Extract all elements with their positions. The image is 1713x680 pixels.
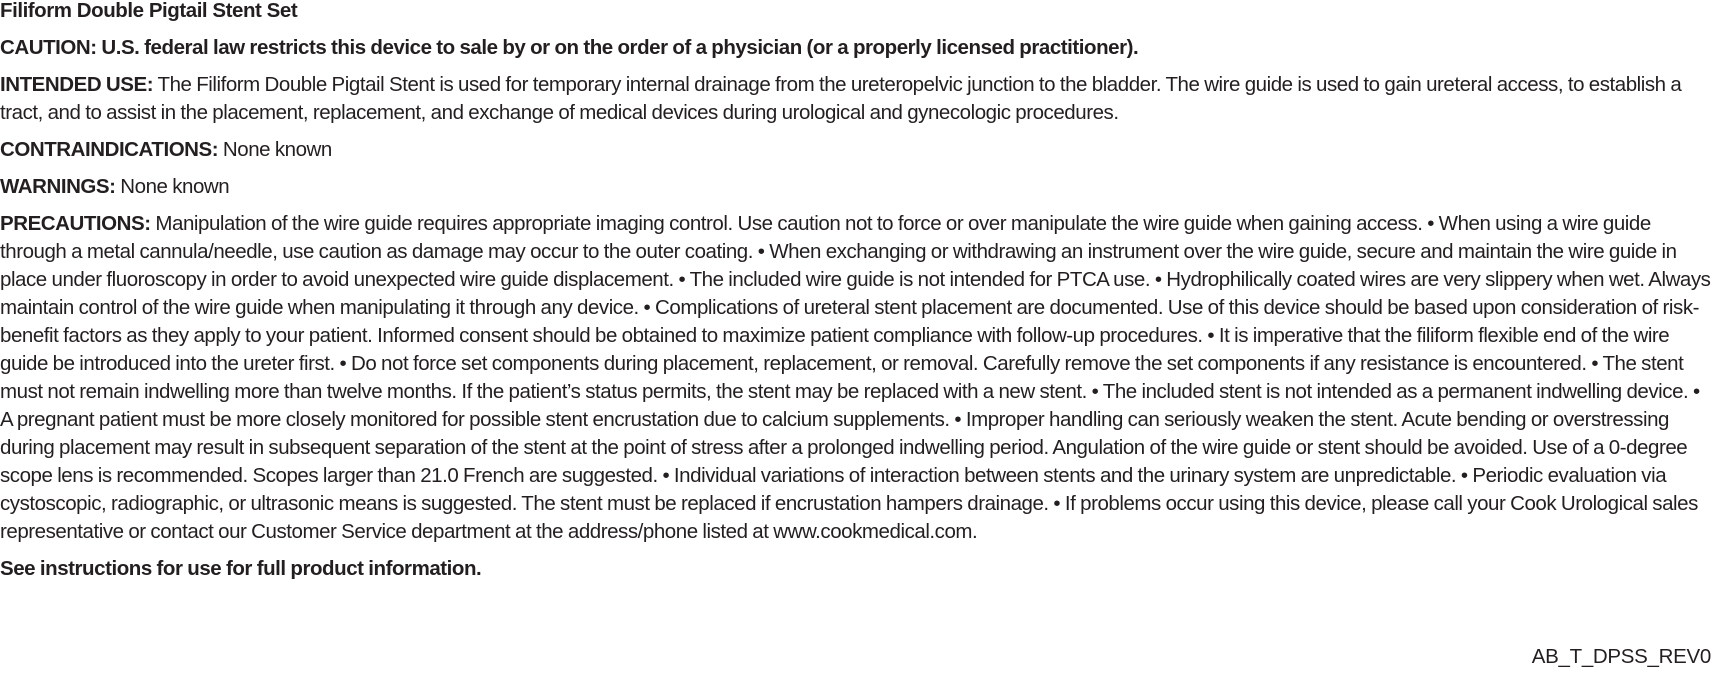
contraindications-text: None known [222,138,332,161]
warnings-text: None known [120,175,230,198]
footer-note: See instructions for use for full product information. [0,557,482,580]
precautions-section [0,210,1713,546]
intended-use-text: The Filiform Double Pigtail Stent is used for temporary internal drainage from the ureteropelvic junction to the bladder. The wire guide is used to gain ureteral access, to establish a tract, and to assist in the placement, replacement, and exchange of medical devices during urological and gynecologic procedures. [0,73,1682,124]
contraindications-label: CONTRAINDICATIONS: [0,138,219,161]
caution-statement: CAUTION: U.S. federal law restricts this device to sale by or on the order of a physician (or a properly licensed practitioner). [0,36,1139,59]
intended-use-section [0,71,1713,127]
warnings-section [0,173,1713,201]
contraindications-section [0,136,1713,164]
warnings-label: WARNINGS: [0,175,116,198]
precautions-label: PRECAUTIONS: [0,212,151,235]
intended-use-label: INTENDED USE: [0,73,154,96]
revision-code: AB_T_DPSS_REV0 [1531,645,1711,668]
precautions-text: Manipulation of the wire guide requires appropriate imaging control. Use caution not to force or over manipulate the wire guide when gaining access. • When using a wire guide through a metal cannula/needle, use caution as damage may occur to the outer coating. • When exchanging or withdrawing an instrument over the wire guide, secure and maintain the wire guide in place under fluoroscopy in order to avoid unexpected wire guide displacement. • The included wire guide is not intended for PTCA use. • Hydrophilically coated wires are very slippery when wet. Always maintain control of the wire guide when manipulating it through any device. • Complications of ureteral stent placement are documented. Use of this device should be based upon consideration of risk-benefit factors as they apply to your patient. Informed consent should be obtained to maximize patient compliance with follow-up procedures. • It is imperative that the filiform flexible end of the wire guide be introduced into the ureter first. • Do not force set components during placement, replacement, or removal. Carefully remove the set components if any resistance is encountered. • The stent must not remain indwelling more than twelve months. If the patient’s status permits, the stent may be replaced with a new stent. • The included stent is not intended as a permanent indwelling device. • A pregnant patient must be more closely monitored for possible stent encrustation due to calcium supplements. • Improper handling can seriously weaken the stent. Acute bending or overstressing during placement may result in subsequent separation of the stent at the point of stress after a prolonged indwelling period. Angulation of the wire guide or stent should be avoided. Use of a 0-degree scope lens is recommended. Scopes larger than 21.0 French are suggested. • Individual variations of interaction between stents and the urinary system are unpredictable. • Periodic evaluation via cystoscopic, radiographic, or ultrasonic means is suggested. The stent must be replaced if encrustation hampers drainage. • If problems occur using this device, please call your Cook Urological sales representative or contact our Customer Service department at the address/phone listed at www.cookmedical.com. [0,212,1711,543]
document-title: Filiform Double Pigtail Stent Set [0,0,298,22]
